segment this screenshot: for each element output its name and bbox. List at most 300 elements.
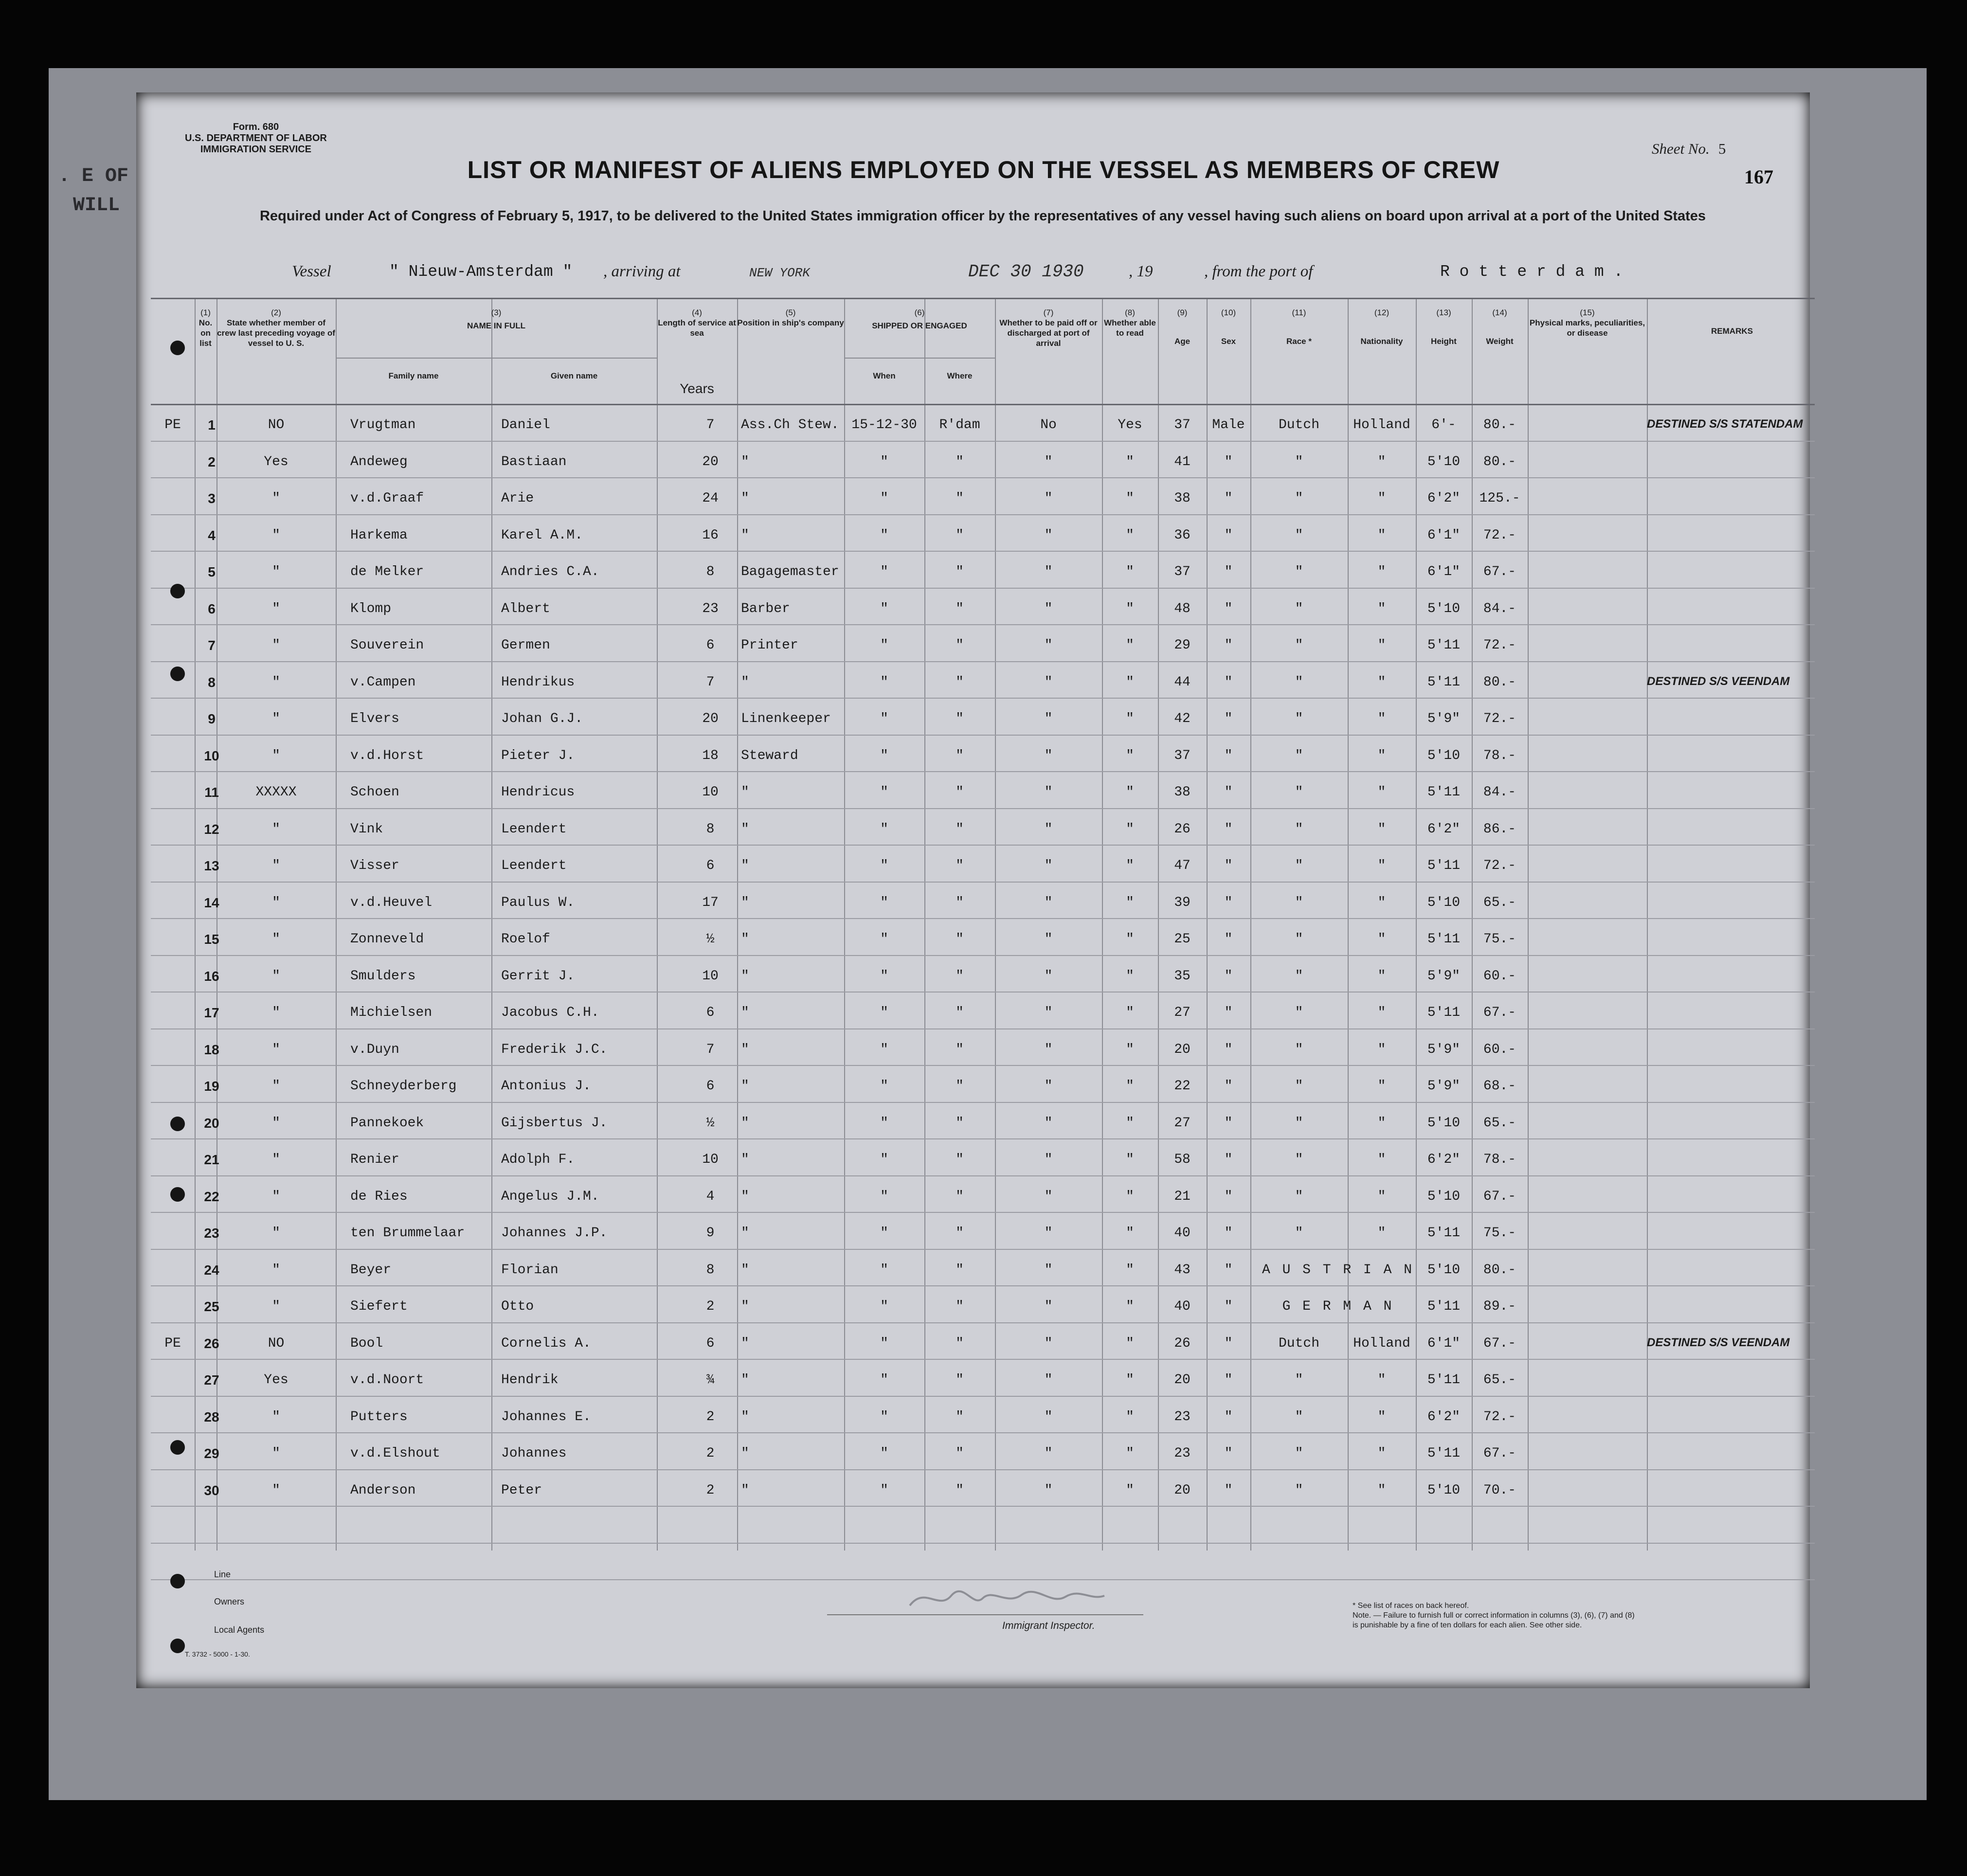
cell-no: 23	[204, 1226, 219, 1241]
cell-weight: 67.-	[1483, 1446, 1516, 1461]
cell-paid: "	[1044, 1226, 1053, 1241]
cell-given: Hendrikus	[501, 674, 575, 690]
cell-paid: "	[1044, 1042, 1053, 1057]
cell-position: Ass.Ch Stew.	[741, 417, 839, 433]
cell-weight: 72.-	[1483, 638, 1516, 653]
cell-given: Leendert	[501, 821, 567, 837]
cell-read: "	[1126, 1372, 1134, 1388]
table-row	[0, 520, 1967, 557]
cell-height: 6'2"	[1427, 821, 1461, 837]
column-header-h5	[737, 307, 844, 328]
cell-race: "	[1295, 1152, 1303, 1167]
cell-position: "	[741, 1262, 749, 1278]
cell-prev: "	[272, 527, 280, 543]
cell-nat: "	[1377, 1482, 1386, 1498]
inspector-signature	[905, 1581, 1109, 1620]
cell-no: 16	[204, 968, 219, 984]
cell-when: "	[880, 527, 888, 543]
cell-sex: "	[1224, 1042, 1233, 1057]
cell-given: Otto	[501, 1299, 534, 1314]
cell-years: 23	[702, 601, 719, 616]
cell-nat: Holland	[1353, 417, 1410, 433]
cell-weight: 125.-	[1479, 491, 1520, 506]
cell-sex: "	[1224, 527, 1233, 543]
table-row	[0, 850, 1967, 887]
cell-prev: "	[272, 1152, 280, 1167]
column-header-h1	[195, 307, 217, 348]
cell-race: Dutch	[1278, 417, 1319, 433]
cell-read: "	[1126, 1409, 1134, 1425]
cell-weight: 75.-	[1483, 1226, 1516, 1241]
cell-family: Putters	[350, 1409, 408, 1425]
cell-family: Visser	[350, 858, 399, 873]
cell-no: 24	[204, 1262, 219, 1278]
column-header-h15	[1528, 307, 1647, 338]
cell-where: "	[956, 1152, 964, 1167]
form-header	[185, 122, 327, 155]
cell-given: Hendricus	[501, 785, 575, 800]
cell-where: "	[956, 527, 964, 543]
cell-when: "	[880, 1079, 888, 1094]
column-label: Height	[1431, 337, 1457, 346]
cell-position: "	[741, 1372, 749, 1388]
cell-given: Johannes	[501, 1446, 567, 1461]
cell-years: 7	[706, 1042, 715, 1057]
cell-prev: "	[272, 1446, 280, 1461]
cell-prev: "	[272, 821, 280, 837]
cell-sex: "	[1224, 968, 1233, 984]
cell-prev: "	[272, 1005, 280, 1020]
cell-years: 6	[706, 1005, 715, 1020]
cell-nat: "	[1377, 638, 1386, 653]
cell-height: 6'1"	[1427, 1335, 1461, 1351]
cell-sex: "	[1224, 1262, 1233, 1278]
cell-weight: 72.-	[1483, 1409, 1516, 1425]
cell-position: "	[741, 1299, 749, 1314]
cell-sex: Male	[1212, 417, 1245, 433]
cell-when: "	[880, 1335, 888, 1351]
cell-sex: "	[1224, 932, 1233, 947]
cell-read: "	[1126, 1335, 1134, 1351]
cell-prev: "	[272, 1262, 280, 1278]
cell-when: "	[880, 748, 888, 763]
cell-no: 13	[204, 858, 219, 873]
cell-height: 5'11	[1427, 674, 1461, 690]
cell-read: "	[1126, 1482, 1134, 1498]
cell-nat: "	[1377, 674, 1386, 690]
cell-read: "	[1126, 1079, 1134, 1094]
cell-position: Steward	[741, 748, 798, 763]
cell-given: Hendrik	[501, 1372, 559, 1388]
cell-race: "	[1295, 1482, 1303, 1498]
column-header-h13	[1416, 307, 1472, 346]
cell-weight: 65.-	[1483, 895, 1516, 910]
cell-prev: "	[272, 1482, 280, 1498]
cell-age: 40	[1174, 1226, 1191, 1241]
cell-nat: "	[1377, 1115, 1386, 1131]
table-row	[0, 410, 1967, 446]
cell-sex: "	[1224, 1335, 1233, 1351]
left-margin-fragment: . E OF	[58, 165, 129, 187]
cell-sex: "	[1224, 1446, 1233, 1461]
cell-when: "	[880, 491, 888, 506]
cell-when: "	[880, 1299, 888, 1314]
cell-weight: 67.-	[1483, 1005, 1516, 1020]
column-number: (10)	[1221, 308, 1236, 317]
cell-prev: "	[272, 491, 280, 506]
cell-paid: "	[1044, 1005, 1053, 1020]
cell-race: G E R M A N	[1282, 1299, 1394, 1314]
cell-age: 27	[1174, 1005, 1191, 1020]
cell-given: Johan G.J.	[501, 711, 583, 726]
cell-years: 2	[706, 1446, 715, 1461]
cell-race: "	[1295, 895, 1303, 910]
cell-when: "	[880, 895, 888, 910]
cell-read: "	[1126, 932, 1134, 947]
cell-sex: "	[1224, 748, 1233, 763]
cell-nat: "	[1377, 1372, 1386, 1388]
table-row	[0, 630, 1967, 667]
cell-years: ½	[706, 1115, 715, 1131]
cell-prev: "	[272, 711, 280, 726]
cell-pe: PE	[164, 1335, 181, 1351]
cell-where: "	[956, 932, 964, 947]
cell-height: 6'-	[1431, 417, 1456, 433]
cell-age: 26	[1174, 821, 1191, 837]
cell-family: v.Duyn	[350, 1042, 399, 1057]
row-rule	[151, 1579, 1815, 1580]
footer-agents-label: Local Agents	[214, 1625, 265, 1635]
cell-age: 38	[1174, 785, 1191, 800]
cell-given: Leendert	[501, 858, 567, 873]
cell-no: 6	[208, 601, 216, 616]
column-number: (12)	[1374, 308, 1390, 317]
cell-position: "	[741, 527, 749, 543]
cell-read: "	[1126, 1446, 1134, 1461]
cell-nat: "	[1377, 564, 1386, 579]
cell-weight: 67.-	[1483, 1335, 1516, 1351]
cell-race: "	[1295, 821, 1303, 837]
cell-where: "	[956, 1115, 964, 1131]
cell-family: ten Brummelaar	[350, 1226, 465, 1241]
cell-race: "	[1295, 1226, 1303, 1241]
cell-no: 3	[208, 491, 216, 506]
column-label: Length of service at sea	[658, 318, 736, 338]
arrival-date-stamp: DEC 30 1930	[968, 262, 1084, 282]
cell-weight: 72.-	[1483, 711, 1516, 726]
column-label: Age	[1174, 337, 1191, 346]
cell-nat: "	[1377, 968, 1386, 984]
cell-age: 47	[1174, 858, 1191, 873]
table-row	[0, 1291, 1967, 1328]
cell-weight: 72.-	[1483, 527, 1516, 543]
cell-years: 6	[706, 1335, 715, 1351]
cell-height: 5'10	[1427, 601, 1461, 616]
cell-read: "	[1126, 564, 1134, 579]
column-subheader-h3a: Family name	[388, 371, 439, 380]
column-header-h8	[1102, 307, 1158, 338]
cell-position: "	[741, 491, 749, 506]
cell-race: "	[1295, 1079, 1303, 1094]
cell-prev: "	[272, 601, 280, 616]
cell-given: Paulus W.	[501, 895, 575, 910]
cell-no: 21	[204, 1152, 219, 1167]
column-number: (6)	[914, 308, 925, 317]
cell-paid: "	[1044, 527, 1053, 543]
cell-paid: "	[1044, 601, 1053, 616]
cell-position: Bagagemaster	[741, 564, 839, 579]
cell-when: "	[880, 601, 888, 616]
cell-height: 5'9"	[1427, 968, 1461, 984]
cell-when: "	[880, 1115, 888, 1131]
cell-no: 10	[204, 748, 219, 763]
cell-nat: "	[1377, 711, 1386, 726]
service-name: IMMIGRATION SERVICE	[200, 144, 312, 155]
cell-age: 38	[1174, 491, 1191, 506]
cell-family: Vrugtman	[350, 417, 416, 433]
cell-when: "	[880, 1446, 888, 1461]
cell-remark: DESTINED S/S VEENDAM	[1647, 1335, 1790, 1349]
cell-years: 10	[702, 785, 719, 800]
cell-nat: "	[1377, 932, 1386, 947]
column-header-h14	[1472, 307, 1528, 346]
cell-age: 42	[1174, 711, 1191, 726]
cell-no: 8	[208, 674, 216, 690]
binder-hole-icon	[170, 584, 185, 598]
cell-given: Angelus J.M.	[501, 1189, 599, 1204]
cell-nat: "	[1377, 748, 1386, 763]
column-label: Physical marks, peculiarities, or disease	[1529, 318, 1645, 338]
column-header-h6	[844, 307, 995, 331]
cell-when: "	[880, 711, 888, 726]
cell-paid: "	[1044, 1482, 1053, 1498]
cell-read: "	[1126, 1226, 1134, 1241]
cell-years: ¾	[706, 1372, 715, 1388]
table-row	[0, 997, 1967, 1034]
cell-when: "	[880, 1262, 888, 1278]
column-number: (3)	[491, 308, 502, 317]
cell-sex: "	[1224, 1299, 1233, 1314]
cell-read: "	[1126, 491, 1134, 506]
cell-paid: "	[1044, 748, 1053, 763]
cell-years: 6	[706, 1079, 715, 1094]
cell-when: "	[880, 968, 888, 984]
column-label: NAME IN FULL	[467, 321, 525, 330]
cell-paid: "	[1044, 895, 1053, 910]
cell-where: R'dam	[939, 417, 980, 433]
cell-race: "	[1295, 968, 1303, 984]
cell-paid: "	[1044, 1446, 1053, 1461]
cell-weight: 60.-	[1483, 968, 1516, 984]
column-number: (1)	[200, 308, 211, 317]
cell-when: "	[880, 1226, 888, 1241]
cell-sex: "	[1224, 1372, 1233, 1388]
column-header-h12	[1348, 307, 1416, 346]
footnote-penalty-cont: is punishable by a fine of ten dollars for each alien. See other side.	[1353, 1621, 1582, 1629]
cell-where: "	[956, 1482, 964, 1498]
cell-paid: "	[1044, 1372, 1053, 1388]
table-row	[0, 557, 1967, 593]
cell-read: "	[1126, 821, 1134, 837]
cell-where: "	[956, 1372, 964, 1388]
cell-prev: "	[272, 748, 280, 763]
cell-age: 41	[1174, 454, 1191, 469]
cell-nat: "	[1377, 1152, 1386, 1167]
cell-weight: 67.-	[1483, 1189, 1516, 1204]
cell-no: 7	[208, 638, 216, 653]
cell-height: 6'1"	[1427, 564, 1461, 579]
cell-prev: "	[272, 1042, 280, 1057]
cell-height: 6'2"	[1427, 1152, 1461, 1167]
form-number: Form. 680	[233, 122, 279, 132]
table-row	[0, 483, 1967, 520]
table-row	[0, 594, 1967, 630]
cell-sex: "	[1224, 1409, 1233, 1425]
cell-sex: "	[1224, 601, 1233, 616]
cell-given: Peter	[501, 1482, 542, 1498]
cell-read: "	[1126, 601, 1134, 616]
cell-where: "	[956, 858, 964, 873]
cell-age: 44	[1174, 674, 1191, 690]
cell-where: "	[956, 1262, 964, 1278]
cell-sex: "	[1224, 785, 1233, 800]
cell-weight: 80.-	[1483, 454, 1516, 469]
cell-family: Renier	[350, 1152, 399, 1167]
cell-weight: 89.-	[1483, 1299, 1516, 1314]
cell-race: Dutch	[1278, 1335, 1319, 1351]
cell-when: "	[880, 564, 888, 579]
column-number: (7)	[1043, 308, 1054, 317]
cell-years: 20	[702, 454, 719, 469]
cell-position: "	[741, 968, 749, 984]
table-row	[0, 1144, 1967, 1181]
cell-years: 9	[706, 1226, 715, 1241]
header-subrule	[336, 358, 657, 359]
cell-age: 36	[1174, 527, 1191, 543]
cell-years: 8	[706, 1262, 715, 1278]
cell-position: Printer	[741, 638, 798, 653]
cell-years: 17	[702, 895, 719, 910]
cell-where: "	[956, 1446, 964, 1461]
column-subheader-h6b: Where	[947, 371, 973, 380]
cell-years: 4	[706, 1189, 715, 1204]
table-row	[0, 1328, 1967, 1365]
cell-years: 10	[702, 1152, 719, 1167]
cell-prev: "	[272, 638, 280, 653]
cell-race: "	[1295, 564, 1303, 579]
cell-race: "	[1295, 1005, 1303, 1020]
cell-age: 29	[1174, 638, 1191, 653]
cell-height: 6'2"	[1427, 1409, 1461, 1425]
cell-read: "	[1126, 1115, 1134, 1131]
cell-family: Zonneveld	[350, 932, 424, 947]
cell-race: "	[1295, 858, 1303, 873]
cell-sex: "	[1224, 1482, 1233, 1498]
cell-sex: "	[1224, 1115, 1233, 1131]
cell-sex: "	[1224, 638, 1233, 653]
cell-no: 12	[204, 821, 219, 837]
cell-read: "	[1126, 711, 1134, 726]
cell-age: 40	[1174, 1299, 1191, 1314]
footnote-races: * See list of races on back hereof.	[1353, 1602, 1469, 1610]
column-number: (15)	[1580, 308, 1595, 317]
cell-sex: "	[1224, 674, 1233, 690]
table-row	[0, 1218, 1967, 1254]
cell-nat: Holland	[1353, 1335, 1410, 1351]
cell-position: "	[741, 674, 749, 690]
cell-no: 5	[208, 564, 216, 579]
cell-prev: NO	[268, 1335, 285, 1351]
cell-read: "	[1126, 1152, 1134, 1167]
binder-hole-icon	[170, 667, 185, 681]
column-header-h3	[336, 307, 657, 331]
cell-where: "	[956, 491, 964, 506]
cell-height: 5'11	[1427, 1372, 1461, 1388]
cell-read: "	[1126, 638, 1134, 653]
cell-years: 18	[702, 748, 719, 763]
cell-race: "	[1295, 711, 1303, 726]
cell-age: 20	[1174, 1372, 1191, 1388]
cell-paid: "	[1044, 674, 1053, 690]
cell-paid: "	[1044, 711, 1053, 726]
cell-paid: "	[1044, 564, 1053, 579]
cell-height: 5'10	[1427, 1115, 1461, 1131]
cell-no: 20	[204, 1115, 219, 1131]
cell-race: "	[1295, 1409, 1303, 1425]
cell-weight: 78.-	[1483, 748, 1516, 763]
header-rule	[151, 404, 1815, 405]
cell-when: "	[880, 638, 888, 653]
cell-no: 15	[204, 932, 219, 947]
cell-prev: "	[272, 932, 280, 947]
column-label: State whether member of crew last preceding voyage of vessel to U. S.	[217, 318, 335, 348]
cell-where: "	[956, 674, 964, 690]
cell-no: 18	[204, 1042, 219, 1057]
cell-where: "	[956, 454, 964, 469]
cell-race: "	[1295, 1189, 1303, 1204]
cell-where: "	[956, 638, 964, 653]
page-subtitle: Required under Act of Congress of February 5, 1917, to be delivered to the United States immigration officer by the representatives of any vessel having such aliens on board upon arrival at a port of the United States	[259, 208, 1706, 224]
cell-where: "	[956, 895, 964, 910]
cell-paid: "	[1044, 1152, 1053, 1167]
cell-prev: "	[272, 1299, 280, 1314]
cell-given: Arie	[501, 491, 534, 506]
cell-when: "	[880, 1189, 888, 1204]
column-header-h2	[217, 307, 336, 348]
cell-sex: "	[1224, 1005, 1233, 1020]
cell-years: 16	[702, 527, 719, 543]
column-label: Whether able to read	[1104, 318, 1156, 338]
cell-read: "	[1126, 527, 1134, 543]
cell-weight: 84.-	[1483, 601, 1516, 616]
cell-no: 11	[204, 785, 219, 800]
cell-sex: "	[1224, 895, 1233, 910]
cell-height: 5'11	[1427, 785, 1461, 800]
cell-position: "	[741, 1335, 749, 1351]
footnote-penalty: Note. — Failure to furnish full or correct information in columns (3), (6), (7) and (8)	[1353, 1611, 1635, 1620]
cell-where: "	[956, 711, 964, 726]
cell-remark: DESTINED S/S VEENDAM	[1647, 674, 1790, 688]
cell-when: 15-12-30	[851, 417, 917, 433]
cell-sex: "	[1224, 564, 1233, 579]
cell-weight: 84.-	[1483, 785, 1516, 800]
cell-position: "	[741, 1042, 749, 1057]
table-row	[0, 667, 1967, 704]
cell-family: Beyer	[350, 1262, 392, 1278]
cell-race: "	[1295, 1446, 1303, 1461]
cell-read: "	[1126, 674, 1134, 690]
cell-read: "	[1126, 748, 1134, 763]
